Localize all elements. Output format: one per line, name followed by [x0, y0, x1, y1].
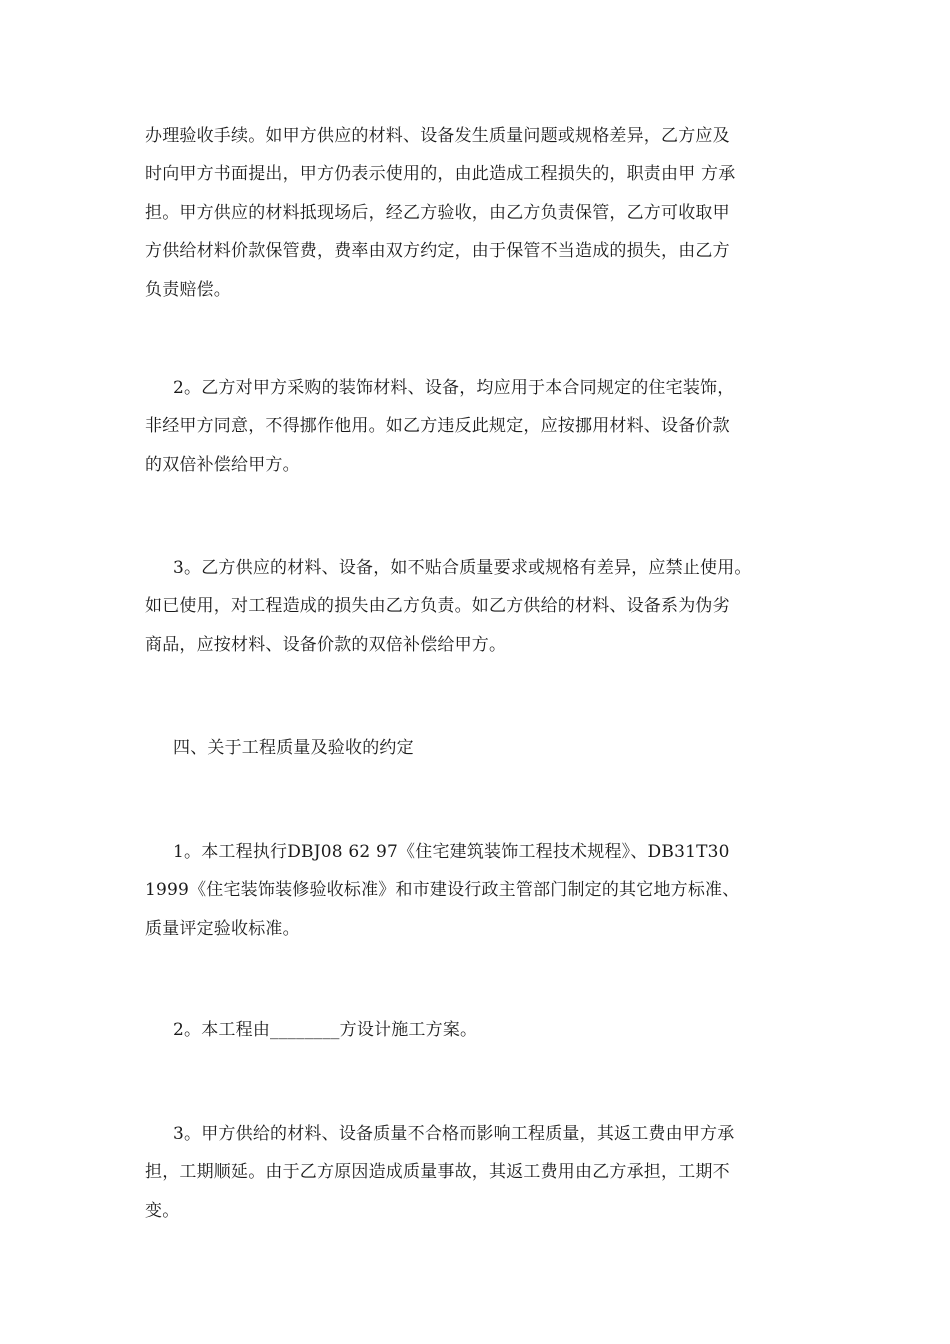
paragraph-quality-clause-3 [145, 1115, 815, 1230]
text-line: 变。 [145, 1200, 180, 1221]
text-line: 的双倍补偿给甲方。 [145, 454, 300, 475]
text-line: 担。甲方供应的材料抵现场后，经乙方验收，由乙方负责保管，乙方可收取甲 [145, 202, 730, 223]
text-line: 2。本工程由________方设计施工方案。 [173, 1020, 478, 1040]
paragraph-clause-3-materials [145, 549, 815, 664]
text-line: 时向甲方书面提出，甲方仍表示使用的，由此造成工程损失的，职责由甲 方承 [145, 164, 736, 185]
text-line: 四、关于工程质量及验收的约定 [173, 738, 414, 758]
text-line: 如已使用，对工程造成的损失由乙方负责。如乙方供给的材料、设备系为伪劣 [145, 596, 730, 617]
text-line: 质量评定验收标准。 [145, 918, 300, 939]
section-heading-quality [145, 729, 815, 767]
paragraph-quality-clause-1 [145, 833, 815, 948]
text-line: 非经甲方同意，不得挪作他用。如乙方违反此规定，应按挪用材料、设备价款 [145, 416, 730, 437]
paragraph-material-acceptance [145, 117, 815, 309]
text-line: 商品，应按材料、设备价款的双倍补偿给甲方。 [145, 634, 507, 655]
paragraph-quality-clause-2 [145, 1011, 815, 1049]
text-line: 2。乙方对甲方采购的装饰材料、设备，均应用于本合同规定的住宅装饰， [173, 378, 735, 398]
text-line: 1999《住宅装饰装修验收标准》和市建设行政主管部门制定的其它地方标准、 [145, 880, 740, 901]
paragraph-clause-2-materials [145, 369, 815, 484]
text-line: 负责赔偿。 [145, 279, 231, 300]
text-line: 担，工期顺延。由于乙方原因造成质量事故，其返工费用由乙方承担，工期不 [145, 1162, 730, 1183]
text-line: 3。甲方供给的材料、设备质量不合格而影响工程质量，其返工费由甲方承 [173, 1124, 735, 1144]
text-line: 1。本工程执行DBJ08 62 97《住宅建筑装饰工程技术规程》、DB31T30 [173, 842, 730, 862]
text-line: 方供给材料价款保管费，费率由双方约定，由于保管不当造成的损失，由乙方 [145, 241, 730, 262]
text-line: 办理验收手续。如甲方供应的材料、设备发生质量问题或规格差异，乙方应及 [145, 126, 730, 146]
text-line: 3。乙方供应的材料、设备，如不贴合质量要求或规格有差异，应禁止使用。 [173, 558, 752, 578]
